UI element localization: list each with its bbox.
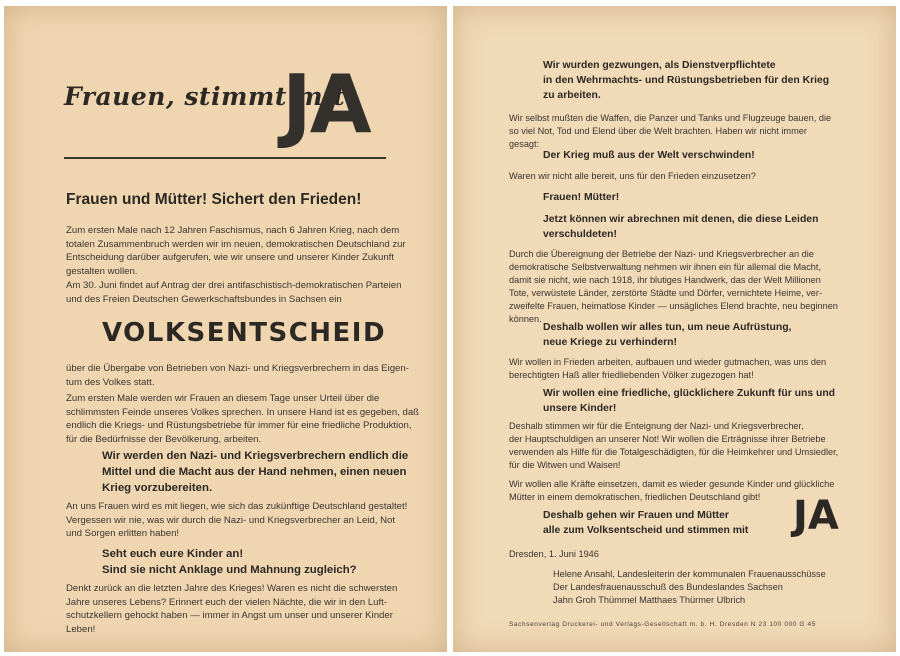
- ready-line: Waren wir nicht alle bereit, uns für den Frieden einzusetzen?: [509, 171, 756, 181]
- date-line: Dresden, 1. Juni 1946: [509, 549, 599, 559]
- forced-labor-statement: Wir wurden gezwungen, als Dienstverpflichtete in den Wehrmachts- und Rüstungsbetrieben für den Krieg zu arbeiten.: [543, 60, 830, 101]
- transfer-paragraph-right: Durch die Übereignung der Betriebe der Nazi- und Kriegsverbrecher an die demokratische Selbstverwaltung nehmen wir ihnen ein für allemal die Macht, damit sie nicht, wie nach 1918, ihr blutiges Handwerk, das der Welt Millionen Tote, verwüstete Länder, zerstörte Städte und Dörfer, vernichtete Heime, ver- zweifelte Frauen, heimatlose Kinder — unsägliches Elend brachte, neu beginnen können.: [509, 249, 838, 324]
- left-leaflet-page: [4, 6, 447, 652]
- bold-statement-1: Wir werden den Nazi- und Kriegsverbrechern endlich die Mittel und die Macht aus der Hand nehmen, einen neuen Krieg vorzubereiten.: [102, 450, 409, 494]
- women-mothers-call: Frauen! Mütter!: [543, 192, 620, 203]
- big-ja-title: JA: [282, 58, 370, 151]
- first-time-paragraph: Zum ersten Male werden wir Frauen an diesem Tage unser Urteil über die schlimmsten Feinde unseres Volkes sprechen. In unsere Hand ist es gegeben, daß endlich die Kriegs- und Rüstungsbetriebe für immer für eine friedliche Produktion, für die Bedürfnisse der Bevölkerung, arbeiten.: [66, 393, 420, 445]
- right-leaflet-page: [453, 6, 896, 652]
- war-out-statement: Der Krieg muß aus der Welt verschwinden!: [543, 150, 755, 161]
- settle-statement: Jetzt können wir abrechnen mit denen, die diese Leiden verschuldeten!: [543, 214, 819, 240]
- intro-paragraph: Zum ersten Male nach 12 Jahren Faschismus, nach 6 Jahren Krieg, nach dem totalen Zusammenbruch werden wir im neuen, demokratischen Deutschland zur Entscheidung darüber aufgerufen, wie wir unsere und unserer Kinder Zukunft gestalten wollen.: [66, 225, 406, 277]
- future-statement: Wir wollen eine friedliche, glücklichere Zukunft für uns und unsere Kinder!: [543, 388, 836, 414]
- script-title: Frauen, stimmt mit: [64, 82, 346, 111]
- transfer-paragraph: über die Übergabe von Betrieben von Nazi- und Kriegsverbrechern in das Eigen- tum des Volkes statt.: [66, 363, 409, 388]
- vote-call: Deshalb gehen wir Frauen und Mütter alle zum Volksentscheid und stimmen mit: [543, 510, 749, 536]
- bold-statement-2: Seht euch eure Kinder an! Sind sie nicht Anklage und Mahnung zugleich?: [102, 548, 357, 576]
- women-paragraph: An uns Frauen wird es mit liegen, wie sich das zukünftige Deutschland gestaltet! Vergessen wir nie, was wir durch die Nazi- und Kriegsverbrecher an Leid, Not und Sorgen erlitten haben!: [66, 501, 408, 539]
- headline: Frauen und Mütter! Sichert den Frieden!: [66, 191, 362, 208]
- weapons-paragraph: Wir selbst mußten die Waffen, die Panzer und Tanks und Flugzeuge bauen, die so viel Not, Tod und Elend über die Welt brachten. Haben wir nicht immer gesagt:: [509, 113, 832, 149]
- signatories: Helene Ansahl, Landesleiterin der kommunalen Frauenausschüsse Der Landesfrauenausschuß des Bundeslandes Sachsen Jahn Groh Thümmel Matthaes Thürmer Ulbrich: [553, 569, 826, 605]
- big-ja-vote: JA: [793, 493, 839, 539]
- title-rule: [64, 157, 386, 159]
- children-paragraph: Wir wollen alle Kräfte einsetzen, damit es wieder gesunde Kinder und glückliche Mütter in einem demokratischen, friedlichen Deutschland gibt!: [509, 479, 835, 502]
- volksentscheid-heading: VOLKSENTSCHEID: [102, 318, 387, 348]
- remember-paragraph: Denkt zurück an die letzten Jahre des Krieges! Waren es nicht die schwersten Jahre unseres Lebens? Erinnert euch der vielen Nächte, die wir in den Luft- schutzkellern gehockt haben — immer in Angst um unser und unserer Kinder Leben!: [66, 583, 398, 635]
- expropriation-paragraph: Deshalb stimmen wir für die Enteignung der Nazi- und Kriegsverbrecher, der Hauptschuldigen an unserer Not! Wir wollen die Erträgnisse ihrer Betriebe verwenden als Hilfe für die Totalgeschädigten, für die Heimkehrer und Umsiedler, für die Witwen und Waisen!: [509, 421, 839, 470]
- printer-imprint: Sachsenverlag Druckerei- und Verlags-Gesellschaft m. b. H. Dresden N 23 100 000 G 45: [509, 621, 816, 628]
- rearmament-statement: Deshalb wollen wir alles tun, um neue Aufrüstung, neue Kriege zu verhindern!: [543, 322, 792, 348]
- june-paragraph: Am 30. Juni findet auf Antrag der drei antifaschistisch-demokratischen Parteien und des Freien Deutschen Gewerkschaftsbundes in Sachsen ein: [66, 280, 402, 305]
- peace-paragraph: Wir wollen in Frieden arbeiten, aufbauen und wieder gutmachen, was uns den berechtigten Haß aller friedliebenden Völker zugezogen hat!: [509, 357, 827, 380]
- title-block: [64, 58, 404, 152]
